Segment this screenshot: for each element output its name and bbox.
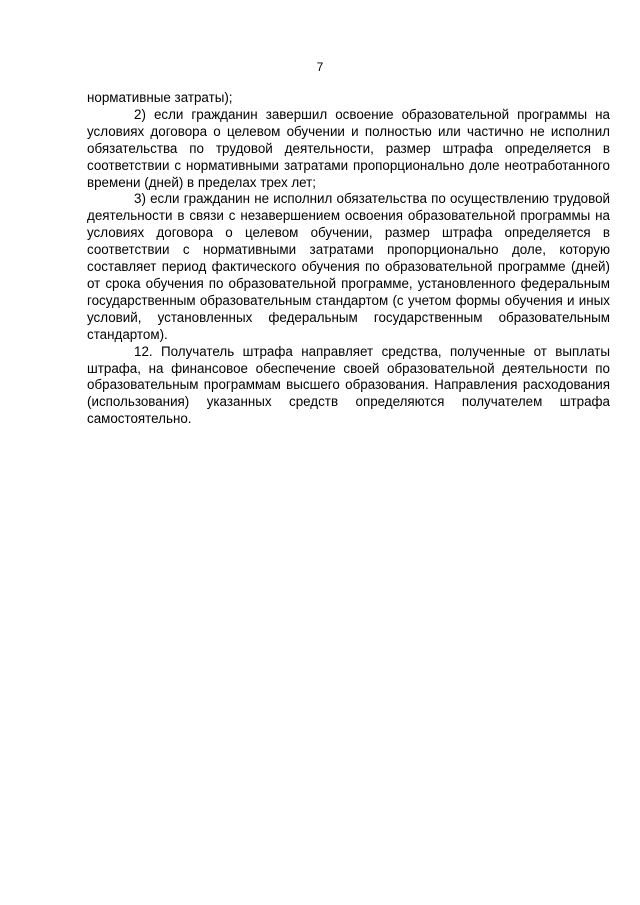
- paragraph-continuation: нормативные затраты);: [87, 90, 233, 105]
- page-number: 7: [316, 60, 324, 74]
- paragraph-item-3: 3) если гражданин не исполнил обязательства по осуществлению трудовой деятельности в связи с незавершением освоения образовательной программы на условиях договора о целевом обучении, размер штрафа определяется в соответствии с нормативными затратами пропорционально доле, которую составляет период фактического обучения по образовательной программе (дней) от срока обучения по образовательной программе, установленного федеральным государственным образовательным стандартом (с учетом формы обучения и иных условий, установленных федеральным государственным образовательным стандартом).: [87, 191, 610, 342]
- paragraph-clause-12: 12. Получатель штрафа направляет средства, полученные от выплаты штрафа, на финансовое обеспечение своей образовательной деятельности по образовательным программам высшего образования. Направления расходования (использования) указанных средств определяются получателем штрафа самостоятельно.: [87, 343, 610, 427]
- paragraph-item-2: 2) если гражданин завершил освоение образовательной программы на условиях договора о целевом обучении и полностью или частично не исполнил обязательства по трудовой деятельности, размер штрафа определяется в соответствии с нормативными затратами пропорционально доле неотработанного времени (дней) в пределах трех лет;: [87, 106, 610, 190]
- document-body: [87, 90, 610, 428]
